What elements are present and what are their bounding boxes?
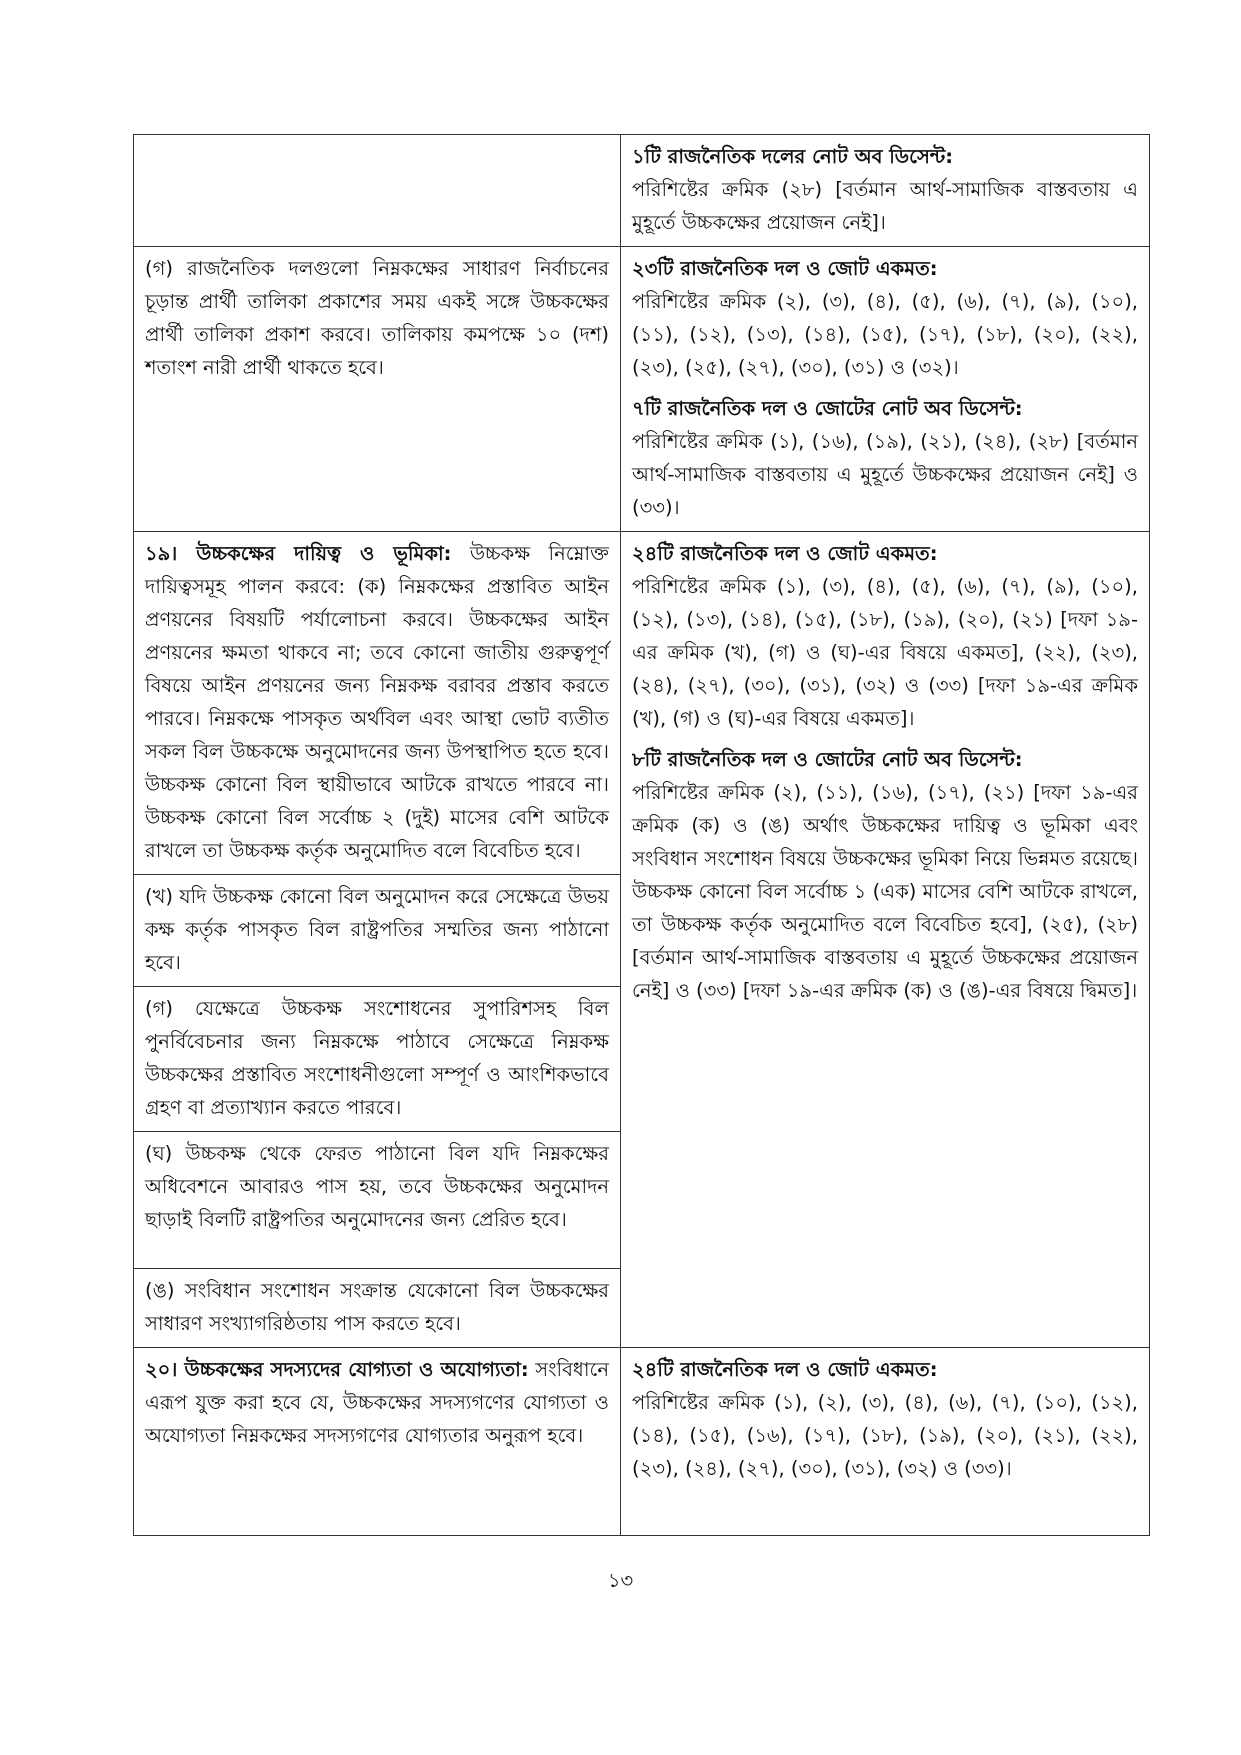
clause-text: (গ) রাজনৈতিক দলগুলো নিম্নকক্ষের সাধারণ নির্বাচনের চূড়ান্ত প্রার্থী তালিকা প্রকাশের সময় একই সঙ্গে উচ্চকক্ষের প্রার্থী তালিকা প্রকাশ করবে। তালিকায় কমপক্ষে ১০ (দশ) শতাংশ নারী প্রার্থী থাকতে হবে। — [145, 257, 609, 379]
left-cell — [134, 875, 621, 987]
table-row — [134, 1348, 1150, 1536]
table-row — [134, 532, 1150, 875]
right-cell — [621, 135, 1150, 247]
right-cell — [621, 1348, 1150, 1536]
party-opinion-heading: ২৪টি রাজনৈতিক দল ও জোট একমত: — [632, 542, 938, 565]
party-dissent-text: পরিশিষ্টের ক্রমিক (২), (১১), (১৬), (১৭), (২১) [দফা ১৯-এর ক্রমিক (ক) ও (ঙ) অর্থাৎ উচ্চকক্ষের দায়িত্ব ও ভূমিকা এবং সংবিধান সংশোধন বিষয়ে উচ্চকক্ষের ভূমিকা নিয়ে ভিন্নমত রয়েছে। উচ্চকক্ষ কোনো বিল সর্বোচ্চ ১ (এক) মাসের বেশি আটকে রাখলে, তা উচ্চকক্ষ কর্তৃক অনুমোদিত বলে বিবেচিত হবে], (২৫), (২৮) [বর্তমান আর্থ-সামাজিক বাস্তবতায় এ মুহূর্তে উচ্চকক্ষের প্রয়োজন নেই] ও (৩৩) [দফা ১৯-এর ক্রমিক (ক) ও (ঙ)-এর বিষয়ে দ্বিমত]। — [632, 781, 1138, 1002]
left-cell — [134, 1348, 621, 1536]
sub-clause-text: (খ) যদি উচ্চকক্ষ কোনো বিল অনুমোদন করে সেক্ষেত্রে উভয় কক্ষ কর্তৃক পাসকৃত বিল রাষ্ট্রপতির সম্মতির জন্য পাঠানো হবে। — [145, 885, 609, 974]
sub-clause-text: (ঙ) সংবিধান সংশোধন সংক্রান্ত যেকোনো বিল উচ্চকক্ষের সাধারণ সংখ্যাগরিষ্ঠতায় পাস করতে হবে। — [145, 1279, 609, 1335]
right-cell — [621, 532, 1150, 1348]
right-cell — [621, 247, 1150, 532]
party-dissent-text: পরিশিষ্টের ক্রমিক (১), (১৬), (১৯), (২১), (২৪), (২৮) [বর্তমান আর্থ-সামাজিক বাস্তবতায় এ মুহূর্তে উচ্চকক্ষের প্রয়োজন নেই] ও (৩৩)। — [632, 430, 1138, 519]
party-opinion-heading: ২৩টি রাজনৈতিক দল ও জোট একমত: — [632, 257, 938, 280]
page-number: ১৩ — [607, 1569, 634, 1592]
party-opinion-text: পরিশিষ্টের ক্রমিক (১), (৩), (৪), (৫), (৬), (৭), (৯), (১০), (১২), (১৩), (১৪), (১৫), (১৮), (১৯), (২০), (২১) [দফা ১৯-এর ক্রমিক (খ), (গ) ও (ঘ)-এর বিষয়ে একমত], (২২), (২৩), (২৪), (২৭), (৩০), (৩১), (৩২) ও (৩৩) [দফা ১৯-এর ক্রমিক (খ), (গ) ও (ঘ)-এর বিষয়ে একমত]। — [632, 575, 1138, 730]
clause-heading: ২০। উচ্চকক্ষের সদস্যদের যোগ্যতা ও অযোগ্যতা: — [145, 1358, 529, 1381]
clause-heading: ১৯। উচ্চকক্ষের দায়িত্ব ও ভূমিকা: — [145, 542, 452, 565]
left-cell — [134, 135, 621, 247]
party-opinion-text: পরিশিষ্টের ক্রমিক (২৮) [বর্তমান আর্থ-সামাজিক বাস্তবতায় এ মুহূর্তে উচ্চকক্ষের প্রয়োজন নেই]। — [632, 178, 1138, 234]
left-cell — [134, 987, 621, 1132]
left-cell — [134, 247, 621, 532]
table-row — [134, 135, 1150, 247]
sub-clause-text: (গ) যেক্ষেত্রে উচ্চকক্ষ সংশোধনের সুপারিশসহ বিল পুনর্বিবেচনার জন্য নিম্নকক্ষে পাঠাবে সেক্ষেত্রে নিম্নকক্ষ উচ্চকক্ষের প্রস্তাবিত সংশোধনীগুলো সম্পূর্ণ ও আংশিকভাবে গ্রহণ বা প্রত্যাখ্যান করতে পারবে। — [145, 997, 609, 1119]
left-cell — [134, 1269, 621, 1348]
clause-text: সংবিধানে এরূপ যুক্ত করা হবে যে, উচ্চকক্ষের সদস্যগণের যোগ্যতা ও অযোগ্যতা নিম্নকক্ষের সদস্যগণের যোগ্যতার অনুরূপ হবে। — [145, 1358, 609, 1447]
party-opinion-text: পরিশিষ্টের ক্রমিক (১), (২), (৩), (৪), (৬), (৭), (১০), (১২), (১৪), (১৫), (১৬), (১৭), (১৮), (১৯), (২০), (২১), (২২), (২৩), (২৪), (২৭), (৩০), (৩১), (৩২) ও (৩৩)। — [632, 1391, 1138, 1480]
party-opinion-text: পরিশিষ্টের ক্রমিক (২), (৩), (৪), (৫), (৬), (৭), (৯), (১০), (১১), (১২), (১৩), (১৪), (১৫), (১৭), (১৮), (২০), (২২), (২৩), (২৫), (২৭), (৩০), (৩১) ও (৩২)। — [632, 290, 1138, 379]
party-dissent-heading: ৮টি রাজনৈতিক দল ও জোটের নোট অব ডিসেন্ট: — [632, 748, 1023, 771]
proposal-table — [133, 134, 1150, 1536]
left-cell — [134, 532, 621, 875]
party-dissent-heading: ৭টি রাজনৈতিক দল ও জোটের নোট অব ডিসেন্ট: — [632, 397, 1023, 420]
party-opinion-heading: ১টি রাজনৈতিক দলের নোট অব ডিসেন্ট: — [632, 145, 954, 168]
sub-clause-text: (ঘ) উচ্চকক্ষ থেকে ফেরত পাঠানো বিল যদি নিম্নকক্ষের অধিবেশনে আবারও পাস হয়, তবে উচ্চকক্ষের অনুমোদন ছাড়াই বিলটি রাষ্ট্রপতির অনুমোদনের জন্য প্রেরিত হবে। — [145, 1142, 609, 1231]
party-opinion-heading: ২৪টি রাজনৈতিক দল ও জোট একমত: — [632, 1358, 938, 1381]
left-cell — [134, 1132, 621, 1269]
table-row — [134, 247, 1150, 532]
clause-text: উচ্চকক্ষ নিম্নোক্ত দায়িত্বসমূহ পালন করবে: (ক) নিম্নকক্ষের প্রস্তাবিত আইন প্রণয়নের বিষয়টি পর্যালোচনা করবে। উচ্চকক্ষের আইন প্রণয়নের ক্ষমতা থাকবে না; তবে কোনো জাতীয় গুরুত্বপূর্ণ বিষয়ে আইন প্রণয়নের জন্য নিম্নকক্ষ বরাবর প্রস্তাব করতে পারবে। নিম্নকক্ষে পাসকৃত অর্থবিল এবং আস্থা ভোট ব্যতীত সকল বিল উচ্চকক্ষে অনুমোদনের জন্য উপস্থাপিত হতে হবে। উচ্চকক্ষ কোনো বিল স্থায়ীভাবে আটকে রাখতে পারবে না। উচ্চকক্ষ কোনো বিল সর্বোচ্চ ২ (দুই) মাসের বেশি আটকে রাখলে তা উচ্চকক্ষ কর্তৃক অনুমোদিত বলে বিবেচিত হবে। — [145, 542, 609, 862]
